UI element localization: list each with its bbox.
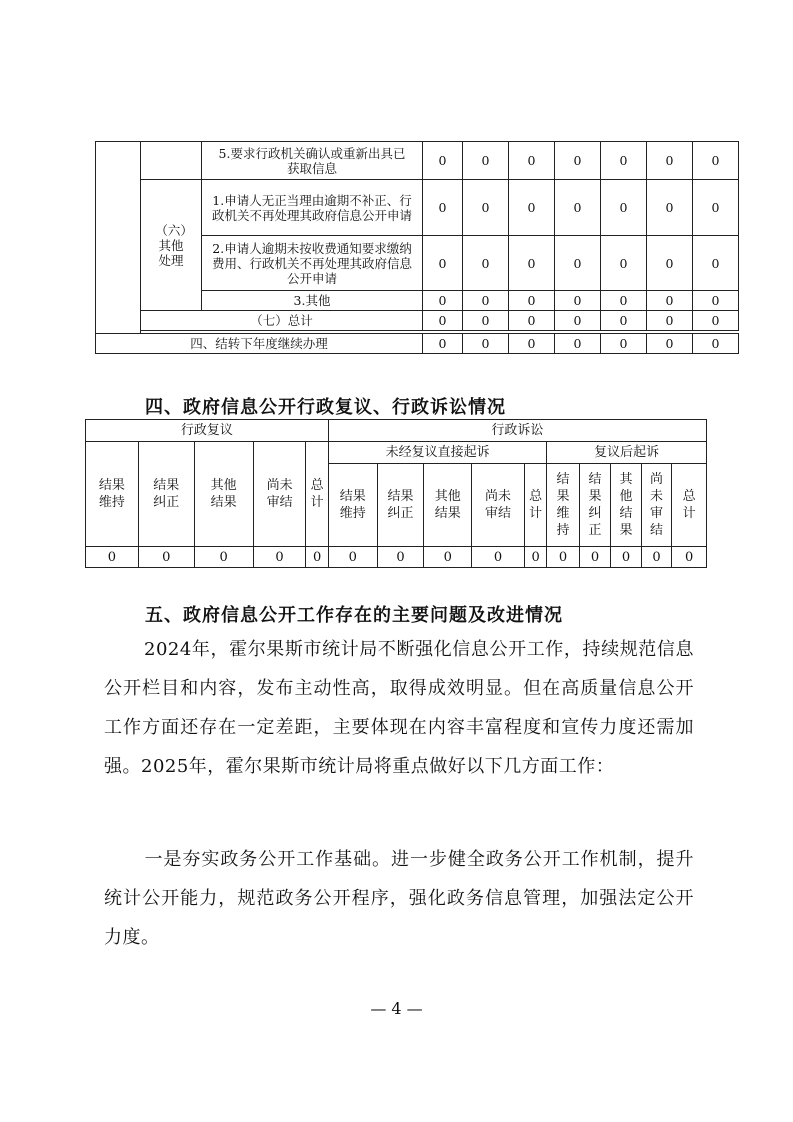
table-cell: 0	[647, 334, 693, 354]
table-cell: 0	[601, 180, 647, 236]
header-col: 尚未审结	[253, 442, 306, 547]
table-cell: 0	[601, 311, 647, 331]
table-cell: 0	[138, 547, 194, 568]
table-row	[96, 311, 739, 331]
table-cell: 0	[647, 180, 693, 236]
group-label: （六）其他处理	[141, 180, 202, 311]
table-cell: 0	[463, 142, 509, 180]
table-row	[96, 142, 739, 180]
header-col: 结果纠正	[138, 442, 194, 547]
header-col: 结果纠正	[579, 464, 611, 547]
table-cell: 0	[423, 142, 463, 180]
table-cell: 0	[194, 547, 253, 568]
table-cell: 0	[611, 547, 641, 568]
table-cell: 0	[463, 291, 509, 311]
table-row	[96, 334, 739, 354]
row-label: 5.要求行政机关确认或重新出具已获取信息	[202, 142, 423, 180]
table-cell: 0	[693, 180, 739, 236]
header-col: 总计	[306, 442, 328, 547]
table-cell: 0	[693, 142, 739, 180]
paragraph-text: 2024年，霍尔果斯市统计局不断强化信息公开工作，持续规范信息公开栏目和内容，发布主动性高，取得成效明显。但在高质量信息公开工作方面还存在一定差距，主要体现在内容丰富程度和宣传力度还需加强。2025年，霍尔果斯市统计局将重点做好以下几方面工作：	[104, 639, 694, 777]
row-label: 四、结转下年度继续办理	[96, 334, 423, 354]
page-number: — 4 —	[370, 999, 423, 1018]
section5-paragraph-2	[104, 840, 694, 957]
row-label: 3.其他	[202, 291, 423, 311]
table-cell: 0	[555, 291, 601, 311]
table-cell: 0	[647, 236, 693, 291]
section5-title: 五、政府信息公开工作存在的主要问题及改进情况	[145, 605, 563, 626]
header-admin-litigation: 行政诉讼	[328, 420, 706, 442]
group-cell	[141, 142, 202, 180]
table-row	[96, 180, 739, 236]
header-col: 结果维持	[86, 442, 139, 547]
header-col: 其他结果	[194, 442, 253, 547]
table-cell: 0	[693, 311, 739, 331]
table-cell: 0	[509, 291, 555, 311]
table-cell: 0	[472, 547, 525, 568]
table-cell: 0	[601, 142, 647, 180]
header-col: 其他结果	[424, 464, 472, 547]
table-cell: 0	[509, 334, 555, 354]
table-cell: 0	[86, 547, 139, 568]
table-cell: 0	[509, 180, 555, 236]
outer-group-cell	[96, 142, 141, 334]
table-cell: 0	[579, 547, 611, 568]
row-label: （七）总计	[141, 311, 423, 331]
table-cell: 0	[253, 547, 306, 568]
table-cell: 0	[423, 311, 463, 331]
row-label: 2.申请人逾期未按收费通知要求缴纳费用、行政机关不再处理其政府信息公开申请	[202, 236, 423, 291]
header-col: 结果维持	[328, 464, 377, 547]
table-row	[86, 547, 707, 568]
table-cell: 0	[509, 142, 555, 180]
header-col: 结果维持	[547, 464, 580, 547]
review-litigation-table	[85, 419, 707, 568]
section4-title: 四、政府信息公开行政复议、行政诉讼情况	[145, 397, 506, 418]
table-cell: 0	[693, 291, 739, 311]
table-cell: 0	[509, 236, 555, 291]
header-direct-suit: 未经复议直接起诉	[328, 442, 546, 464]
processing-results-table	[95, 141, 739, 354]
header-col: 尚未审结	[641, 464, 671, 547]
table-cell: 0	[509, 311, 555, 331]
header-col: 尚未审结	[472, 464, 525, 547]
section5-paragraph-1	[104, 630, 694, 786]
table-cell: 0	[601, 236, 647, 291]
row-label: 1.申请人无正当理由逾期不补正、行政机关不再处理其政府信息公开申请	[202, 180, 423, 236]
table-cell: 0	[547, 547, 580, 568]
table-cell: 0	[555, 236, 601, 291]
table-cell: 0	[424, 547, 472, 568]
table-cell: 0	[555, 180, 601, 236]
table-cell: 0	[463, 236, 509, 291]
header-after-review-suit: 复议后起诉	[547, 442, 707, 464]
table-cell: 0	[672, 547, 707, 568]
table-cell: 0	[463, 180, 509, 236]
table-cell: 0	[423, 236, 463, 291]
table-cell: 0	[306, 547, 328, 568]
header-col: 总计	[524, 464, 546, 547]
header-admin-review: 行政复议	[86, 420, 329, 442]
header-col: 总计	[672, 464, 707, 547]
table-cell: 0	[641, 547, 671, 568]
table-cell: 0	[647, 142, 693, 180]
table-cell: 0	[693, 334, 739, 354]
table-cell: 0	[647, 311, 693, 331]
table-cell: 0	[463, 311, 509, 331]
table-cell: 0	[647, 291, 693, 311]
table-cell: 0	[463, 334, 509, 354]
table-cell: 0	[693, 236, 739, 291]
table-cell: 0	[423, 291, 463, 311]
table-cell: 0	[601, 291, 647, 311]
table-cell: 0	[328, 547, 377, 568]
table-header-row	[86, 420, 707, 442]
paragraph-text: 一是夯实政务公开工作基础。进一步健全政务公开工作机制，提升统计公开能力，规范政务公开程序，强化政务信息管理，加强法定公开力度。	[104, 849, 694, 948]
table-cell: 0	[524, 547, 546, 568]
table-cell: 0	[601, 334, 647, 354]
table-cell: 0	[555, 311, 601, 331]
table-cell: 0	[555, 334, 601, 354]
header-col: 结果纠正	[377, 464, 424, 547]
table-cell: 0	[423, 334, 463, 354]
table-cell: 0	[423, 180, 463, 236]
header-col: 其他结果	[611, 464, 641, 547]
table-cell: 0	[555, 142, 601, 180]
table-cell: 0	[377, 547, 424, 568]
table-header-row	[86, 442, 707, 464]
